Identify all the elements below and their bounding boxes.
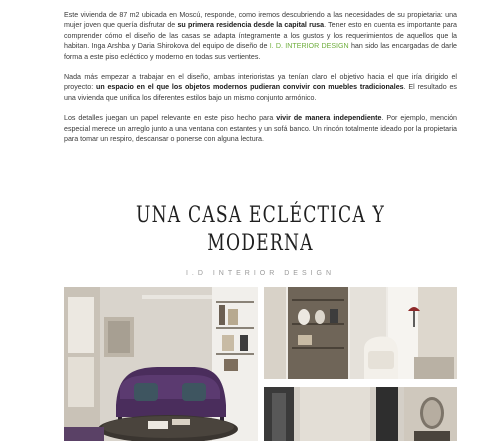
shelves-armchair-photo[interactable]	[264, 287, 457, 379]
feature-title-line-2: MODERNA	[207, 231, 314, 256]
p1-text-2: . Tener esto en cuenta es importante para comprender cómo el diseño de las casas se adapta íntegramente a los gustos y los requerimientos de aquellos que la habitan. Inga Arshba y Daria Shirokova del equipo de diseño de	[64, 21, 457, 51]
p3-bold-1: vivir de manera independiente	[276, 114, 382, 123]
paragraph-2	[64, 72, 457, 103]
designer-link[interactable]: I. D. INTERIOR DESIGN	[269, 42, 349, 51]
p2-text-1: Nada más empezar a trabajar en el diseño, ambas interioristas ya tenían claro el objetivo hacia el que iría dirigido el proyecto:	[64, 73, 457, 92]
feature-title-line-1: UNA CASA ECLÉCTICA Y	[135, 203, 386, 228]
p3-text-1: Los detalles juegan un papel relevante en este piso hecho para	[64, 114, 277, 123]
paragraph-3	[64, 113, 457, 144]
p1-bold-1: su primera residencia desde la capital rusa	[177, 21, 325, 30]
p1-text-1: Este vivienda de 87 m2 ubicada en Moscú, responde, como iremos descubriendo a las necesidades de su propietaria: una mujer joven que quería disfrutar de	[64, 11, 457, 30]
p2-text-2: . El resultado es una vivienda que unifica los diferentes estilos bajo un mismo conjunto armónico.	[64, 83, 457, 102]
p2-bold-1: un espacio en el que los objetos modernos pudieran convivir con muebles tradicionales	[95, 83, 404, 92]
p3-text-2: . Por ejemplo, mención especial merece un arreglo junto a una ventana con estantes y un sofá banco. Un rincón totalmente ideado por la propietaria para tomar un respiro, descansar o ponerse con alguna lectura.	[64, 114, 457, 144]
living-room-photo[interactable]	[64, 287, 258, 441]
paragraph-1	[64, 10, 457, 62]
feature-collage	[64, 188, 457, 441]
p1-text-3: han sido las encargadas de darle forma a este piso ecléctico y moderno en todas sus vertientes.	[64, 42, 457, 61]
article-body	[64, 10, 457, 154]
feature-subtitle: I.D INTERIOR DESIGN	[185, 270, 336, 277]
dark-room-photo[interactable]	[264, 387, 457, 441]
feature-title	[107, 202, 414, 258]
